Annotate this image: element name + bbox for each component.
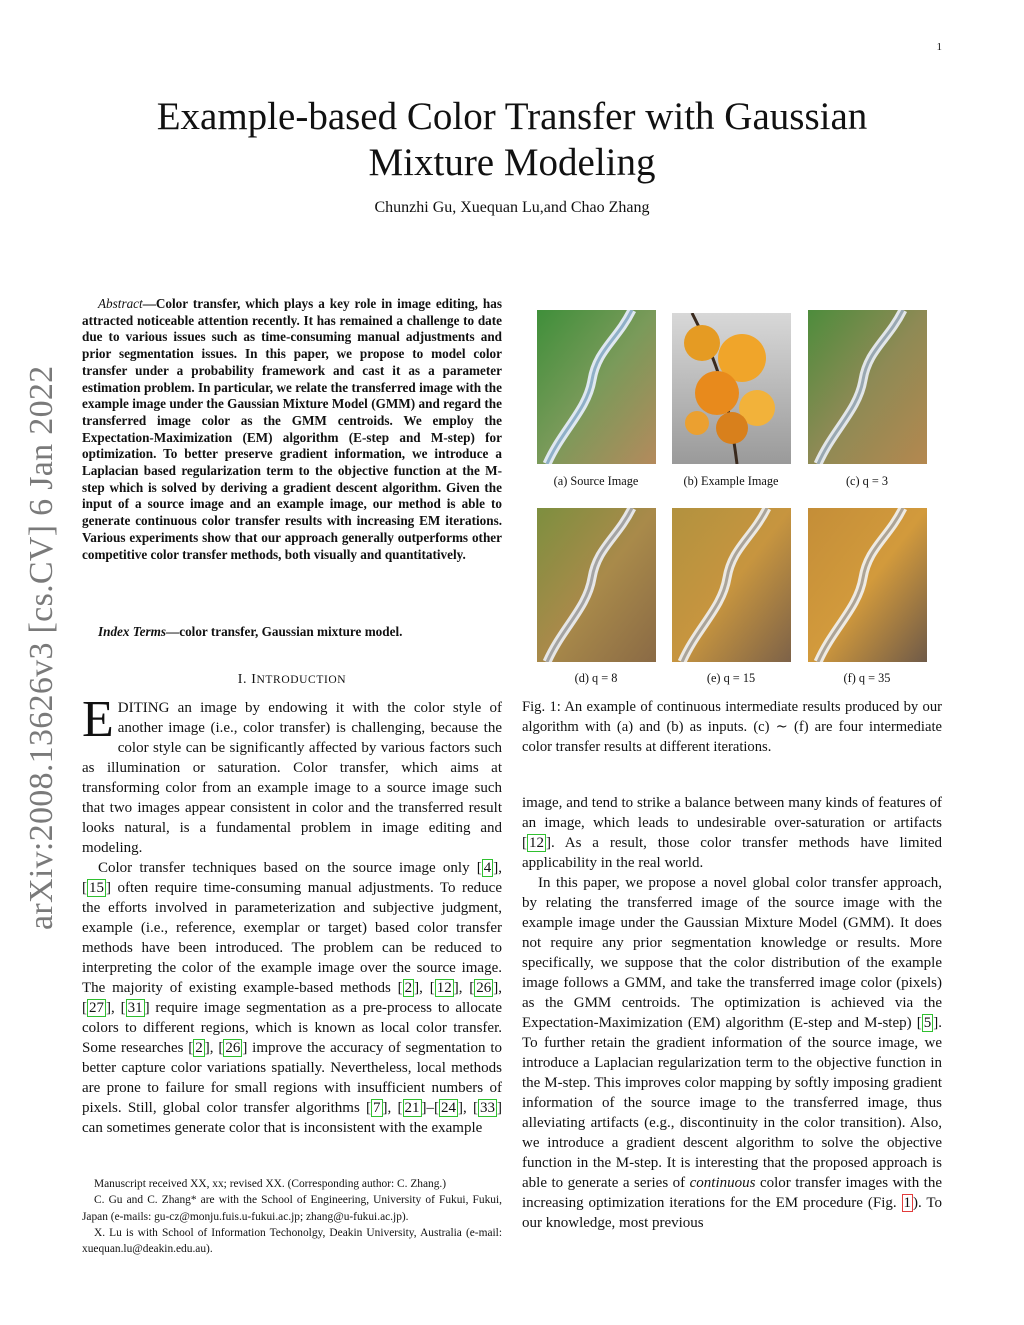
index-terms-label: Index Terms bbox=[98, 624, 167, 639]
figure-caption: Fig. 1: An example of continuous intermediate results produced by our algorithm with (a) and (b) as inputs. (c) ∼ (f) are four intermediate color transfer results at different iterations. bbox=[522, 699, 942, 755]
subcaption-c: (c) q = 3 bbox=[845, 474, 889, 488]
footnote bbox=[82, 1176, 502, 1257]
result-q15-image bbox=[672, 508, 791, 662]
title-line-1: Example-based Color Transfer with Gaussian bbox=[156, 95, 868, 138]
citation-link[interactable]: 33 bbox=[480, 1100, 495, 1116]
subcaption-f: (f) q = 35 bbox=[843, 671, 891, 685]
footnote-manuscript: Manuscript received XX, xx; revised XX. (Corresponding author: C. Zhang.) bbox=[94, 1178, 447, 1190]
citation-link[interactable]: 21 bbox=[404, 1100, 420, 1116]
result-q8-image bbox=[537, 508, 656, 662]
citation-link[interactable]: 31 bbox=[127, 1000, 143, 1016]
subcaption-e: (e) q = 15 bbox=[706, 671, 756, 685]
authors: Chunzhi Gu, Xuequan Lu,and Chao Zhang bbox=[374, 199, 650, 216]
index-terms-text: —color transfer, Gaussian mixture model. bbox=[166, 624, 403, 639]
section-numeral: I. bbox=[237, 672, 252, 687]
arxiv-stamp: arXiv:2008.13626v3 [cs.CV] 6 Jan 2022 bbox=[23, 365, 60, 930]
citation-link[interactable]: 2 bbox=[404, 980, 413, 996]
index-terms bbox=[82, 622, 502, 642]
section-rest: NTRODUCTION bbox=[256, 674, 347, 686]
figure-link[interactable]: 1 bbox=[903, 1195, 912, 1211]
drop-cap: E bbox=[82, 691, 114, 748]
subcaption-a: (a) Source Image bbox=[553, 474, 639, 488]
citation-link[interactable]: 27 bbox=[89, 1000, 104, 1016]
citation-link[interactable]: 4 bbox=[483, 860, 492, 876]
section-heading bbox=[82, 672, 502, 688]
citation-link[interactable]: 5 bbox=[923, 1015, 932, 1031]
introduction-body bbox=[82, 691, 502, 1138]
abstract bbox=[82, 296, 502, 563]
intro-paragraph-1: EDITING an image by endowing it with the color style of another image (i.e., color transfer) is challenging, because the color style can be significantly affected by various factors such as illumination or saturation. Color transfer, which aims at transforming color from an example image to a source image such that two images appear consistent in color and the transferred result looks natural, is a fundamental problem in image editing and modeling. bbox=[82, 691, 502, 856]
subcaption-d: (d) q = 8 bbox=[574, 671, 618, 685]
citation-link[interactable]: 15 bbox=[89, 880, 104, 896]
section-cap: I bbox=[251, 672, 257, 687]
title-line-2: Mixture Modeling bbox=[368, 141, 656, 184]
abstract-label: Abstract bbox=[98, 296, 143, 311]
footnote-affiliation-1: C. Gu and C. Zhang* are with the School of Engineering, University of Fukui, Fukui, Japan (e-mails: gu-cz@monju.fuis.u-fukui.ac.jp; zhang@u-fukui.ac.jp). bbox=[82, 1194, 502, 1223]
footnote-affiliation-2: X. Lu is with School of Information Techonolgy, Deakin University, Australia (e-mail: xuequan.lu@deakin.edu.au). bbox=[82, 1226, 502, 1256]
emphasis-continuous: continuous bbox=[689, 1175, 756, 1191]
subcaption-b: (b) Example Image bbox=[683, 474, 779, 488]
source-image bbox=[537, 310, 656, 464]
citation-link[interactable]: 26 bbox=[225, 1040, 241, 1056]
example-image bbox=[672, 313, 791, 467]
citation-link[interactable]: 7 bbox=[373, 1100, 381, 1116]
right-column-body bbox=[522, 793, 942, 1233]
abstract-text: —Color transfer, which plays a key role in image editing, has attracted noticeable attention recently. It has remained a challenge to date due to various issues such as time-consuming manual adjustments and prior segmentation issues. In this paper, we propose to model color transfer under a probability framework and cast it as a parameter estimation problem. In particular, we relate the transferred image with the example image under the Gaussian Mixture Model (GMM) and regard the transferred image color as the GMM centroids. We employ the Expectation-Maximization (EM) algorithm (E-step and M-step) for optimization. To better preserve gradient information, we introduce a Laplacian based regularization term to the objective function at the M-step which is solved by deriving a gradient descent algorithm. Given the input of a source image and an example image, our method is able to generate continuous color transfer results with increasing EM iterations. Various experiments show that our approach generally outperforms other competitive color transfer methods, both visually and quantitatively. bbox=[82, 296, 502, 562]
citation-link[interactable]: 12 bbox=[436, 980, 452, 996]
result-q35-image bbox=[808, 508, 927, 662]
citation-link[interactable]: 24 bbox=[441, 1100, 457, 1116]
citation-link[interactable]: 12 bbox=[529, 835, 544, 851]
paper-title bbox=[0, 94, 1024, 186]
result-q3-image bbox=[808, 310, 927, 464]
intro-paragraph-2: Color transfer techniques based on the source image only [ 4 ], [ 15 ] often require time-consuming manual adjustments. To reduce the efforts involved in parameterization and subjective judgment, example (i.e., reference, exemplar or target) based color transfer methods have been introduced. The problem can be reduced to interpreting the color of the example image over the source image. The majority of existing example-based methods [ 2 ], [ 12 ], [ 26 ], [ 27 ], [ 31 ] require image segmentation as a pre-process to allocate colors to different regions, which is known as local color transfer. Some researches [ 2 ], [ 26 ] improve the accuracy of segmentation to better capture color variations spatially. Nevertheless, local methods are prone to failure for small regions with insufficient numbers of pixels. Still, global color transfer algorithms [ 7 ], [ 21 ]–[ 24 ], [ 33 ] can sometimes generate color that is inconsistent with the example bbox=[82, 860, 502, 1136]
right-paragraph-2: In this paper, we propose a novel global color transfer approach, by relating the transferred image of the source image with the example image under the Gaussian Mixture Model (GMM). It does not require any prior segmentation knowledge or results. More specifically, we suppose that the color distribution of the example image follows a GMM, and take the transferred image color (pixels) as the GMM centroids. The optimization is achieved via the Expectation-Maximization (EM) algorithm (E-step and M-step) [ 5 ]. To further retain the gradient information of the source image, we introduce a Laplacian regularization term to the objective function in the M-step. This improves color mapping by softly imposing gradient information of the source image to the transferred image, thus alleviating artifacts (e.g., discontinuity in the color transition). Also, we introduce a gradient descent algorithm to solve the objective function in the M-step. It is interesting that the proposed approach is able to generate a series of continuous color transfer images with the increasing optimization iterations for the EM procedure (Fig. 1 ). To our knowledge, most previous bbox=[522, 875, 943, 1231]
citation-link[interactable]: 2 bbox=[195, 1040, 203, 1056]
right-paragraph-1: image, and tend to strike a balance between many kinds of features of an image, which leads to undesirable over-saturation or artifacts [ 12 ]. As a result, those color transfer methods have limited applicability in the real world. bbox=[522, 795, 942, 871]
page-number: 1 bbox=[936, 41, 942, 53]
citation-link[interactable]: 26 bbox=[476, 980, 492, 996]
